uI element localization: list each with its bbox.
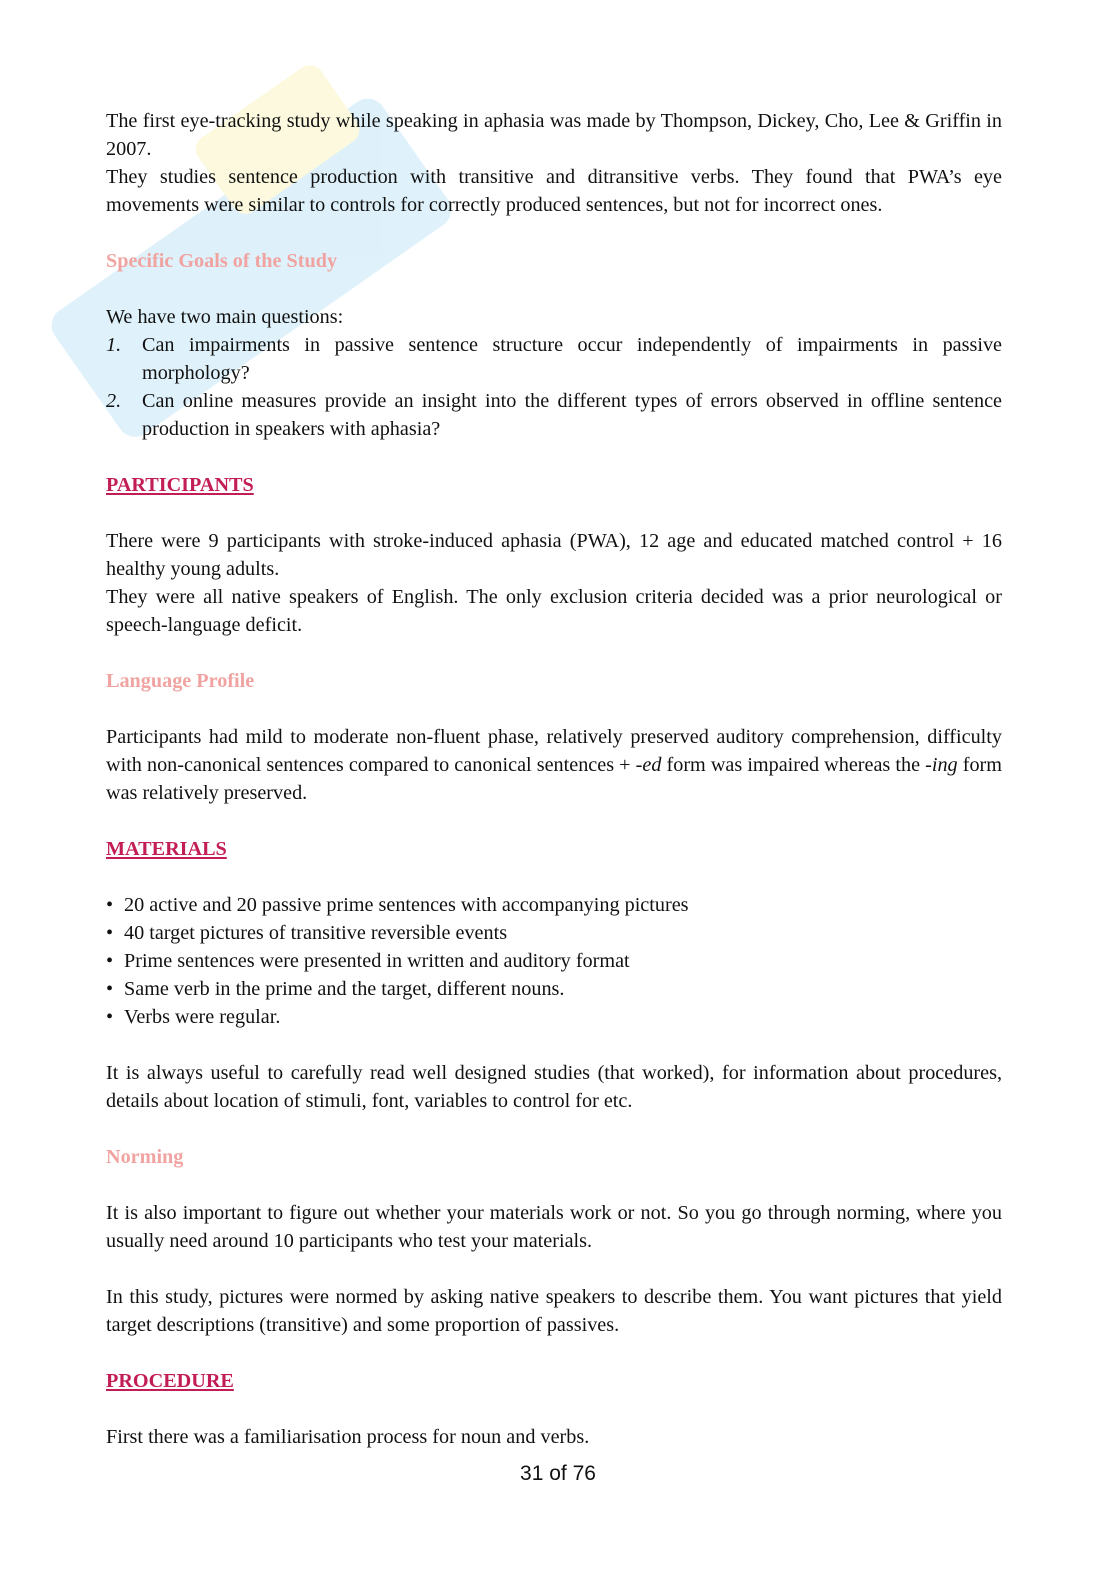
language-profile-paragraph [106, 723, 1002, 807]
materials-item-text: 20 active and 20 passive prime sentences with accompanying pictures [124, 894, 689, 916]
language-profile-heading: Language Profile [106, 670, 255, 692]
list-item [106, 891, 1002, 919]
list-item [106, 1003, 1002, 1031]
goal-number: 2. [106, 390, 122, 412]
goals-list [106, 331, 1002, 443]
bullet: • [106, 922, 114, 944]
bullet: • [106, 950, 114, 972]
materials-note: It is always useful to carefully read well designed studies (that worked), for information about procedures, details about location of stimuli, font, variables to control for etc. [106, 1062, 1002, 1112]
procedure-paragraph-1: First there was a familiarisation process for noun and verbs. [106, 1426, 590, 1448]
intro-paragraph-1: The first eye-tracking study while speaking in aphasia was made by Thompson, Dickey, Cho, Lee & Griffin in 2007. [106, 110, 1002, 160]
norming-heading: Norming [106, 1146, 184, 1168]
materials-item-text: Same verb in the prime and the target, different nouns. [124, 978, 565, 1000]
goal-text: Can impairments in passive sentence structure occur independently of impairments in passive morphology? [142, 334, 1002, 384]
participants-heading: PARTICIPANTS [106, 474, 254, 496]
goal-item [106, 331, 1002, 387]
goal-text: Can online measures provide an insight into the different types of errors observed in offline sentence production in speakers with aphasia? [142, 390, 1002, 440]
language-profile-ing-suffix: -ing [925, 754, 958, 776]
goal-item [106, 387, 1002, 443]
bullet: • [106, 978, 114, 1000]
page-content [106, 107, 1002, 1451]
norming-paragraph-2: In this study, pictures were normed by asking native speakers to describe them. You want pictures that yield target descriptions (transitive) and some proportion of passives. [106, 1286, 1002, 1336]
language-profile-text-2: form was impaired whereas the [661, 754, 926, 776]
bullet: • [106, 894, 114, 916]
bullet: • [106, 1006, 114, 1028]
list-item [106, 975, 1002, 1003]
list-item [106, 947, 1002, 975]
language-profile-text-3: form was relatively preserved. [106, 754, 1002, 804]
goal-number: 1. [106, 334, 122, 356]
materials-heading: MATERIALS [106, 838, 227, 860]
page-number: 31 of 76 [520, 1462, 596, 1485]
materials-item-text: Verbs were regular. [124, 1006, 281, 1028]
materials-item-text: Prime sentences were presented in written and auditory format [124, 950, 630, 972]
language-profile-text-1: Participants had mild to moderate non-fluent phase, relatively preserved auditory comprehension, difficulty with non-canonical sentences compared to canonical sentences + [106, 726, 1002, 776]
participants-paragraph-1: There were 9 participants with stroke-induced aphasia (PWA), 12 age and educated matched control + 16 healthy young adults. [106, 530, 1002, 580]
materials-list [106, 891, 1002, 1031]
procedure-heading: PROCEDURE [106, 1370, 234, 1392]
intro-paragraph-2: They studies sentence production with transitive and ditransitive verbs. They found that PWA’s eye movements were similar to controls for correctly produced sentences, but not for incorrect ones. [106, 166, 1002, 216]
participants-paragraph-2: They were all native speakers of English. The only exclusion criteria decided was a prior neurological or speech-language deficit. [106, 586, 1002, 636]
materials-item-text: 40 target pictures of transitive reversible events [124, 922, 508, 944]
goals-lead: We have two main questions: [106, 306, 344, 328]
norming-paragraph-1: It is also important to figure out whether your materials work or not. So you go through norming, where you usually need around 10 participants who test your materials. [106, 1202, 1002, 1252]
list-item [106, 919, 1002, 947]
goals-heading: Specific Goals of the Study [106, 250, 338, 272]
language-profile-ed-suffix: -ed [635, 754, 662, 776]
